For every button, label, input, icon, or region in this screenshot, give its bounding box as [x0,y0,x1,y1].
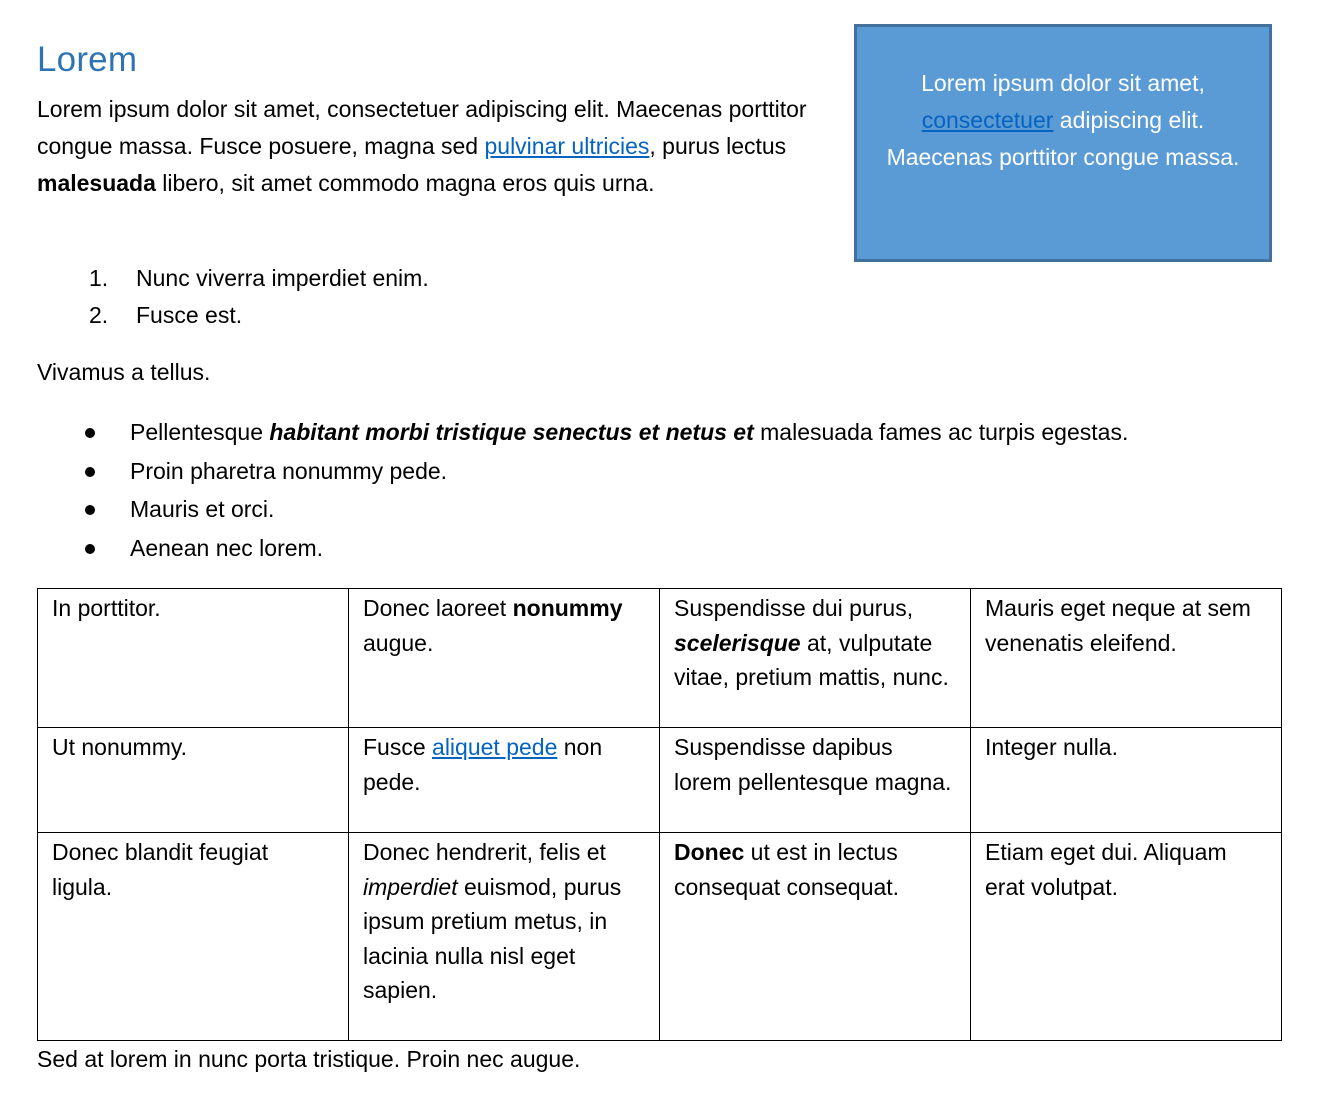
bullet-icon [85,505,95,515]
bullet-icon [85,544,95,554]
list-item-text: Mauris et orci. [130,496,275,522]
callout-text: adipiscing elit. Maecenas porttitor congue massa. [886,107,1240,170]
list-number: 2. [89,302,109,328]
list-item-text: Proin pharetra nonummy pede. [130,457,448,484]
bold-text: Donec [674,839,745,865]
list-number: 1. [89,265,109,291]
intro-text: Lorem ipsum dolor sit amet, consectetuer adipiscing elit. Maecenas porttitor congue massa. Fusce posuere, magna sed [37,96,807,159]
callout-text: Lorem ipsum dolor sit amet, [921,70,1205,96]
bold-italic-text: scelerisque [674,629,801,656]
table-cell: Mauris eget neque at sem venenatis eleifend. [971,589,1282,728]
callout-text-box [854,24,1272,262]
list-item-text: Pellentesque habitant morbi tristique senectus et netus et malesuada fames ac turpis egestas. [130,419,1129,445]
intro-text: , purus lectus [649,133,787,159]
bullet-icon [85,428,95,438]
intro-text: libero, sit amet commodo magna eros quis urna. [155,170,655,196]
italic-text: imperdiet [363,873,458,900]
paragraph-vivamus: Vivamus a tellus. [37,359,211,385]
table-cell: Donec ut est in lectus consequat consequat. [660,833,971,1041]
table-cell: Suspendisse dapibus lorem pellentesque magna. [660,728,971,833]
table-cell: Donec blandit feugiat ligula. [38,833,349,1041]
list-item-text: Aenean nec lorem. [130,534,324,561]
table-cell: Integer nulla. [971,728,1282,833]
document-heading: Lorem [37,40,138,79]
pulvinar-ultricies-link[interactable]: pulvinar ultricies [484,133,650,159]
table-cell: Donec hendrerit, felis et imperdiet euismod, purus ipsum pretium metus, in lacinia nulla nisl eget sapien. [349,833,660,1041]
table-cell: Ut nonummy. [38,728,349,833]
bullet-icon [85,467,95,477]
list-item-text: Fusce est. [136,302,243,328]
bold-text: nonummy [512,595,623,621]
intro-paragraph [37,91,837,202]
aliquet-pede-link[interactable]: aliquet pede [432,734,558,760]
table-cell: Etiam eget dui. Aliquam erat volutpat. [971,833,1282,1041]
table-row [38,589,1282,728]
list-item-text: Nunc viverra imperdiet enim. [136,265,429,291]
bold-italic-text: habitant morbi tristique senectus et netus et [269,419,754,445]
table-cell: Donec laoreet nonummy augue. [349,589,660,728]
closing-paragraph: Sed at lorem in nunc porta tristique. Proin nec augue. [37,1046,581,1072]
table-row [38,833,1282,1041]
table-cell: Suspendisse dui purus, scelerisque at, vulputate vitae, pretium mattis, nunc. [660,589,971,728]
table-cell: In porttitor. [38,589,349,728]
intro-bold-text: malesuada [37,170,156,196]
table-cell: Fusce aliquet pede non pede. [349,728,660,833]
table-row [38,728,1282,833]
content-table [37,588,1282,1041]
consectetuer-link[interactable]: consectetuer [921,107,1054,133]
